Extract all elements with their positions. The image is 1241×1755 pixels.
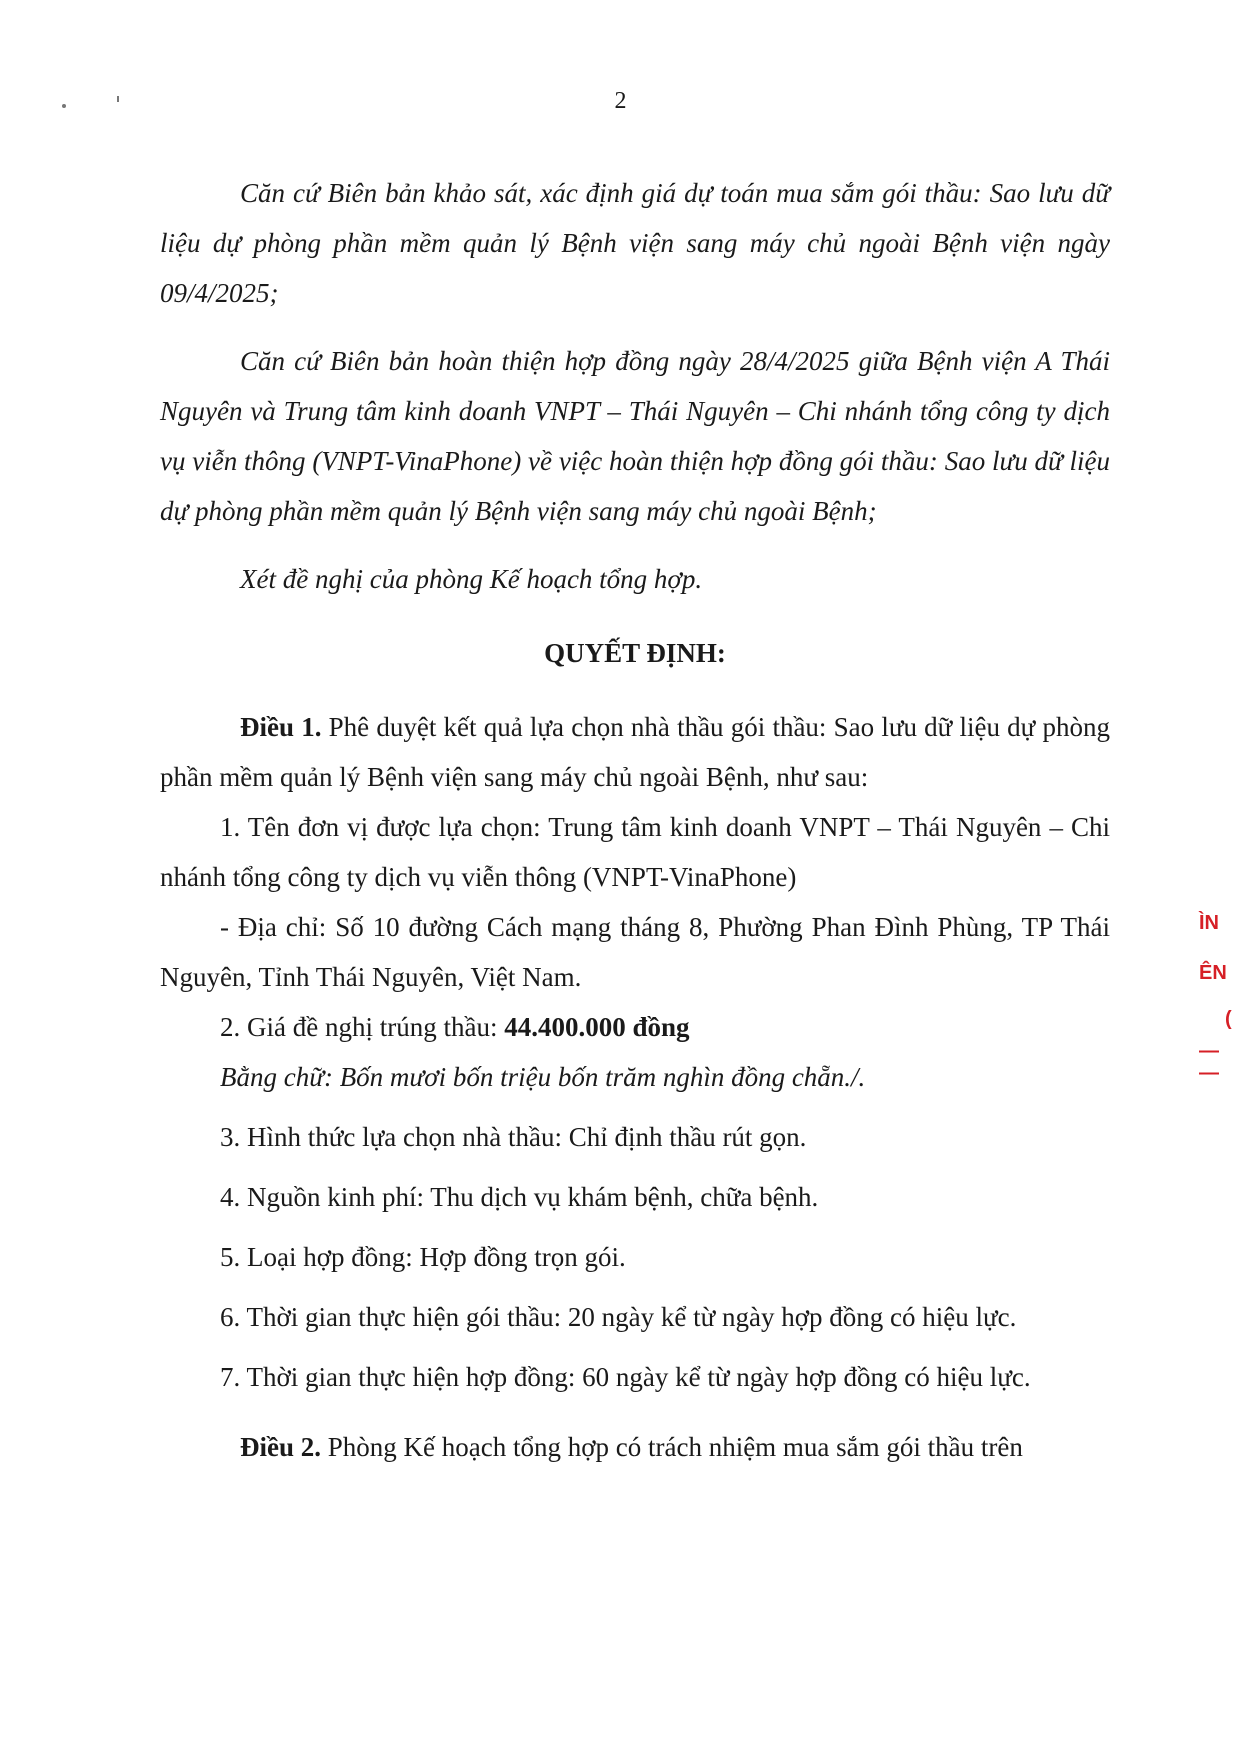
article-1-label: Điều 1. [240,712,322,742]
stamp-text-2: ÊN [1199,962,1227,984]
article-2-text: Phòng Kế hoạch tổng hợp có trách nhiệm mua sắm gói thầu trên [321,1432,1023,1462]
document-body [160,168,1110,1490]
article-1-item-6: 6. Thời gian thực hiện gói thầu: 20 ngày kể từ ngày hợp đồng có hiệu lực. [220,1302,1017,1332]
stamp-text-3: ( [1225,1008,1232,1030]
stamp-text-5: — [1199,1062,1219,1084]
article-1-item-2-label: 2. Giá đề nghị trúng thầu: [220,1012,505,1042]
article-1-item-2-words: Bằng chữ: Bốn mươi bốn triệu bốn trăm nghìn đồng chẵn./. [220,1062,866,1092]
decision-heading: QUYẾT ĐỊNH: [544,638,726,668]
bid-price-value: 44.400.000 đồng [504,1012,690,1042]
preamble-survey-basis: Căn cứ Biên bản khảo sát, xác định giá dự toán mua sắm gói thầu: Sao lưu dữ liệu dự phòng phần mềm quản lý Bệnh viện sang máy chủ ngoài Bệnh viện ngày 09/4/2025; [160,178,1110,308]
article-1-address: - Địa chỉ: Số 10 đường Cách mạng tháng 8, Phường Phan Đình Phùng, TP Thái Nguyên, Tỉnh Thái Nguyên, Việt Nam. [160,912,1110,992]
stamp-text-1: ÌN [1199,912,1219,934]
preamble-proposal: Xét đề nghị của phòng Kế hoạch tổng hợp. [240,564,703,594]
article-2 [160,1422,1110,1472]
preamble-contract-basis: Căn cứ Biên bản hoàn thiện hợp đồng ngày 28/4/2025 giữa Bệnh viện A Thái Nguyên và Trung tâm kinh doanh VNPT – Thái Nguyên – Chi nhánh tổng công ty dịch vụ viễn thông (VNPT-VinaPhone) về việc hoàn thiện hợp đồng gói thầu: Sao lưu dữ liệu dự phòng phần mềm quản lý Bệnh viện sang máy chủ ngoài Bệnh; [160,346,1110,526]
article-1-item-7: 7. Thời gian thực hiện hợp đồng: 60 ngày kể từ ngày hợp đồng có hiệu lực. [220,1362,1031,1392]
article-2-label: Điều 2. [240,1432,321,1462]
article-1 [160,702,1110,802]
article-1-item-2 [160,1002,1110,1052]
page-number: 2 [614,88,627,114]
article-1-item-4: 4. Nguồn kinh phí: Thu dịch vụ khám bệnh, chữa bệnh. [220,1182,819,1212]
article-1-item-3: 3. Hình thức lựa chọn nhà thầu: Chỉ định thầu rút gọn. [220,1122,807,1152]
stamp-text-4: — [1199,1040,1219,1062]
article-1-text: Phê duyệt kết quả lựa chọn nhà thầu gói thầu: Sao lưu dữ liệu dự phòng phần mềm quản lý Bệnh viện sang máy chủ ngoài Bệnh, như sau: [160,712,1111,792]
red-stamp-fragment [1191,900,1241,1100]
article-1-item-5: 5. Loại hợp đồng: Hợp đồng trọn gói. [220,1242,626,1272]
article-1-item-1: 1. Tên đơn vị được lựa chọn: Trung tâm kinh doanh VNPT – Thái Nguyên – Chi nhánh tổng công ty dịch vụ viễn thông (VNPT-VinaPhone) [160,812,1110,892]
